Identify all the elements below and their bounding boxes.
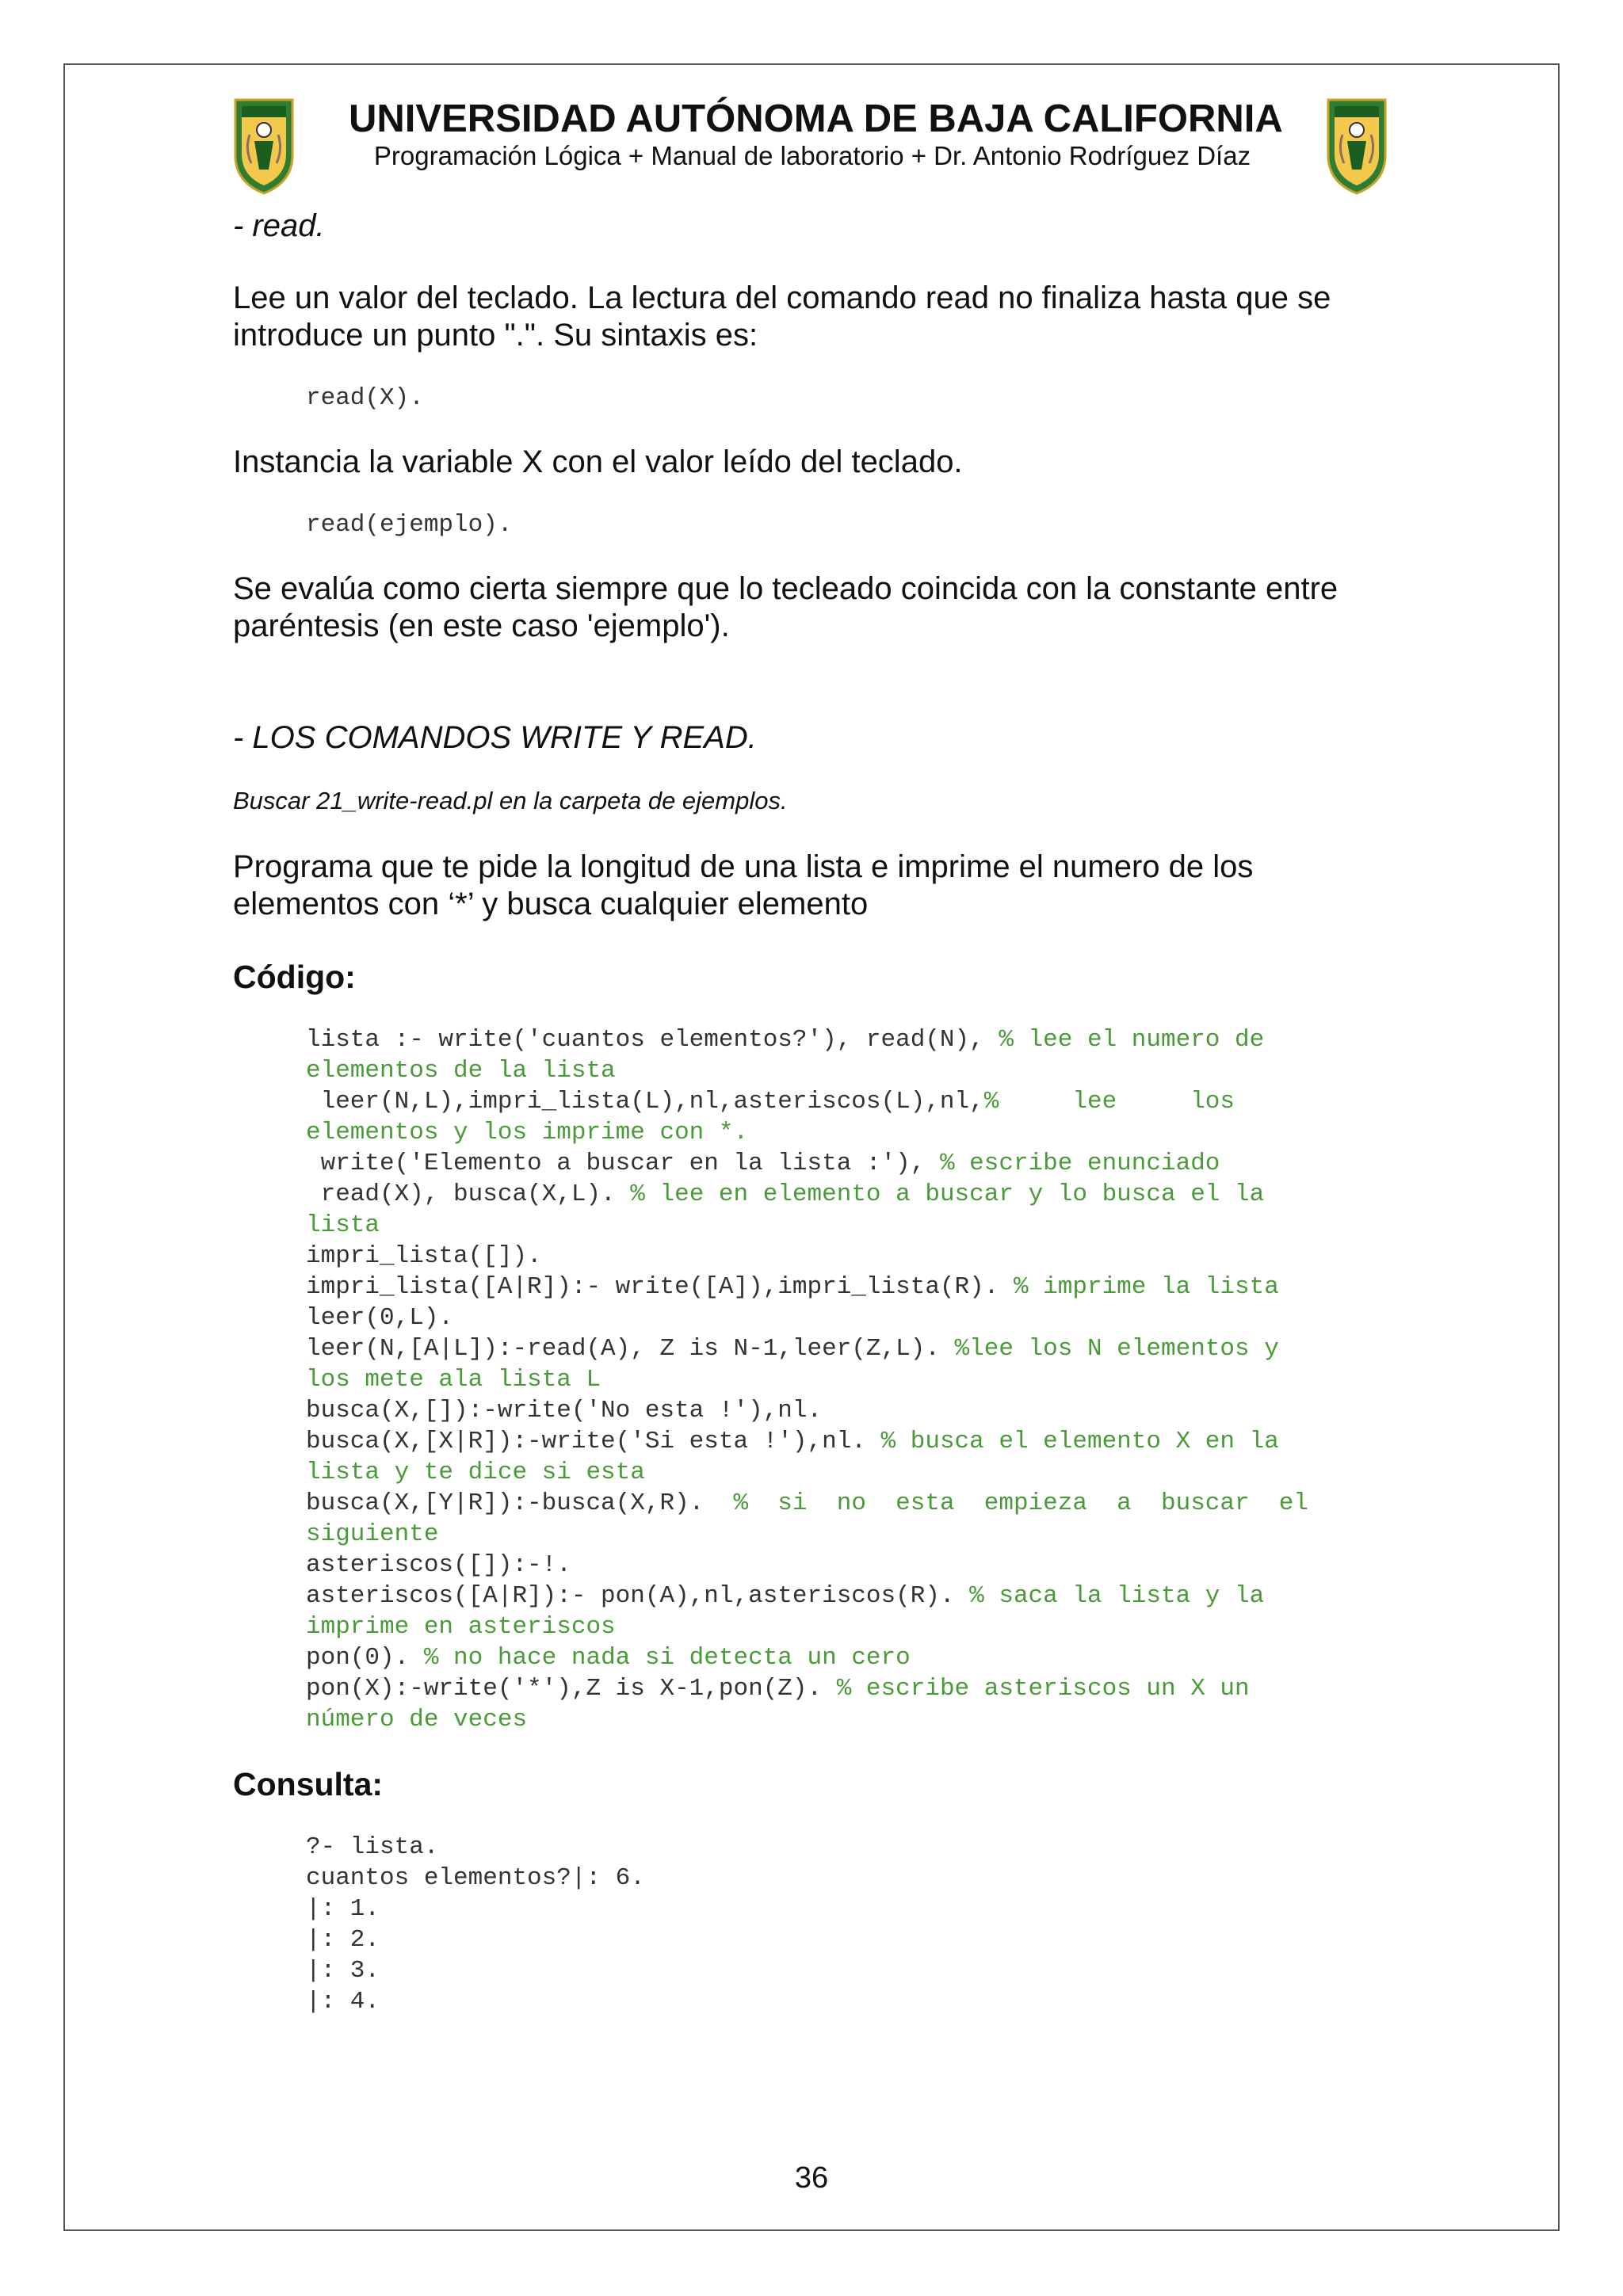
code-line: número de veces xyxy=(306,1706,528,1733)
code-line: pon(0). % no hace nada si detecta un cero xyxy=(306,1644,911,1672)
code-line: lista y te dice si esta xyxy=(306,1459,645,1486)
code-line: leer(N,L),impri_lista(L),nl,asteriscos(L),nl,% lee los xyxy=(306,1088,1235,1116)
query-block xyxy=(306,1832,1392,2017)
university-crest-icon xyxy=(1323,93,1390,196)
code-line: asteriscos([A|R]):- pon(A),nl,asteriscos(R). % saca la lista y la xyxy=(306,1582,1265,1610)
paragraph-line: paréntesis (en este caso 'ejemplo'). xyxy=(233,608,730,643)
query-line: |: 3. xyxy=(306,1957,380,1985)
code-line: asteriscos([]):-!. xyxy=(306,1551,571,1579)
header-subtitle: Programación Lógica + Manual de laboratorio + Dr. Antonio Rodríguez Díaz xyxy=(373,141,1251,170)
section-heading-read: - read. xyxy=(233,208,325,243)
page-number: 36 xyxy=(794,2161,829,2195)
university-crest-icon xyxy=(231,93,297,196)
paragraph-line: Se evalúa como cierta siempre que lo tecleado coincida con la constante entre xyxy=(233,571,1338,606)
section-heading-write-read: - LOS COMANDOS WRITE Y READ. xyxy=(233,720,757,755)
code-heading: Código: xyxy=(233,959,356,995)
paragraph-line: elementos con ‘*’ y busca cualquier elemento xyxy=(233,887,869,921)
code-line: siguiente xyxy=(306,1520,439,1548)
query-line: cuantos elementos?|: 6. xyxy=(306,1864,645,1892)
code-line: busca(X,[X|R]):-write('Si esta !'),nl. % busca el elemento X en la xyxy=(306,1428,1279,1455)
example-file-note: Buscar 21_write-read.pl en la carpeta de ejemplos. xyxy=(233,787,788,814)
code-snippet: read(ejemplo). xyxy=(306,511,513,539)
code-line: pon(X):-write('*'),Z is X-1,pon(Z). % escribe asteriscos un X un xyxy=(306,1675,1250,1703)
code-line: write('Elemento a buscar en la lista :'), % escribe enunciado xyxy=(306,1150,1220,1177)
code-line: imprime en asteriscos xyxy=(306,1613,616,1641)
code-snippet: read(X). xyxy=(306,384,424,412)
code-line: impri_lista([A|R]):- write([A]),impri_lista(R). % imprime la lista xyxy=(306,1273,1279,1301)
code-line: busca(X,[Y|R]):-busca(X,R). % si no esta empieza a buscar el xyxy=(306,1489,1309,1517)
page-header xyxy=(0,0,1623,206)
query-line: |: 1. xyxy=(306,1895,380,1923)
code-line: busca(X,[]):-write('No esta !'),nl. xyxy=(306,1397,823,1425)
code-line: elementos de la lista xyxy=(306,1057,616,1085)
paragraph: Instancia la variable X con el valor leído del teclado. xyxy=(233,444,963,479)
prolog-code-block xyxy=(306,1024,1392,1735)
page-content xyxy=(233,208,1392,2017)
code-line: read(X), busca(X,L). % lee en elemento a buscar y lo busca el la xyxy=(306,1180,1265,1208)
code-line: leer(0,L). xyxy=(306,1304,454,1332)
paragraph-line: Lee un valor del teclado. La lectura del comando read no finaliza hasta que se xyxy=(233,280,1331,315)
code-line: leer(N,[A|L]):-read(A), Z is N-1,leer(Z,L). %lee los N elementos y xyxy=(306,1335,1279,1363)
query-line: |: 4. xyxy=(306,1988,380,2016)
paragraph-line: introduce un punto ".". Su sintaxis es: xyxy=(233,318,758,353)
query-line: ?- lista. xyxy=(306,1833,439,1861)
paragraph-line: Programa que te pide la longitud de una lista e imprime el numero de los xyxy=(233,849,1254,884)
code-line: lista :- write('cuantos elementos?'), read(N), % lee el numero de xyxy=(306,1026,1265,1054)
code-line: elementos y los imprime con *. xyxy=(306,1119,749,1146)
query-heading: Consulta: xyxy=(233,1766,384,1802)
query-line: |: 2. xyxy=(306,1926,380,1954)
code-line: los mete ala lista L xyxy=(306,1366,601,1394)
university-title: UNIVERSIDAD AUTÓNOMA DE BAJA CALIFORNIA xyxy=(349,97,1283,140)
code-line: impri_lista([]). xyxy=(306,1242,542,1270)
code-line: lista xyxy=(306,1211,380,1239)
